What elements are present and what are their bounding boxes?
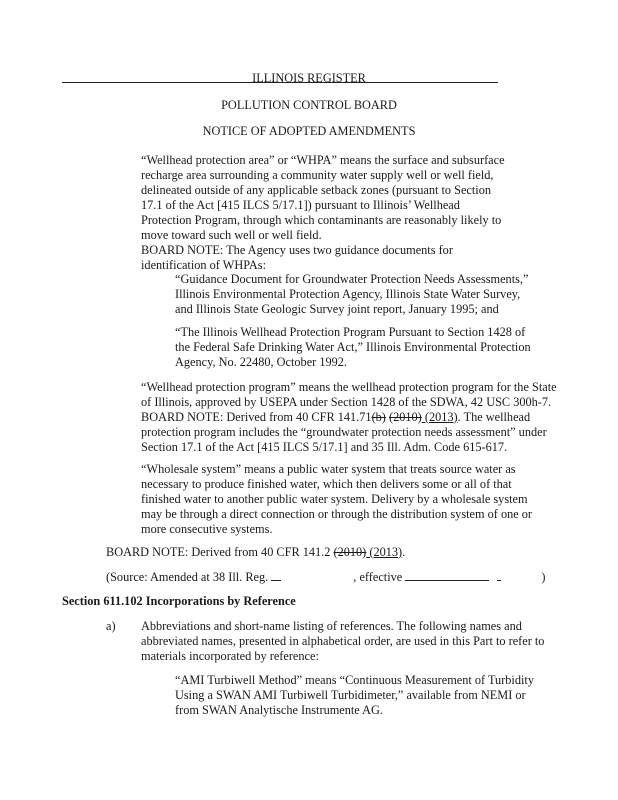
whpa-line-2: recharge area surrounding a community water supply well or well field, (141, 168, 494, 182)
wholesale-line-3: finished water to another public water system. Delivery by a wholesale system (141, 492, 528, 506)
header-rule (62, 82, 498, 83)
item-a-label: a) (106, 619, 116, 633)
wholesale-line-4: may be through a direct connection or through the distribution system of one or (141, 507, 533, 521)
whpa-line-1: “Wellhead protection area” or “WHPA” means the surface and subsurface (141, 153, 505, 167)
whpa-line-5: Protection Program, through which contaminants are reasonably likely to (141, 213, 502, 227)
board-title: POLLUTION CONTROL BOARD (221, 98, 397, 112)
source-note: (Source: Amended at 38 Ill. Reg. , effective ) (106, 570, 546, 584)
whpa-line-3: delineated outside of any applicable setback zones (pursuant to Section (141, 183, 492, 197)
item-a-line-3: materials incorporated by reference: (141, 649, 319, 663)
whpa-line-6: move toward such well or well field. (141, 228, 322, 242)
item-a-line-1: Abbreviations and short-name listing of references. The following names and (141, 619, 522, 633)
deleted-year: (2010) (333, 545, 367, 559)
whpa-line-4: 17.1 of the Act [415 ILCS 5/17.1]) pursuant to Illinois’ Wellhead (141, 198, 460, 212)
whpp-line-2: of Illinois, approved by USEPA under Section 1428 of the SDWA, 42 USC 300h-7. (141, 395, 552, 409)
effective-blank (405, 569, 489, 581)
whpp-note-prefix: BOARD NOTE: Derived from 40 CFR 141.71 (141, 410, 372, 424)
wholesale-line-1: “Wholesale system” means a public water system that treats source water as (141, 462, 516, 476)
board-note: BOARD NOTE: Derived from 40 CFR 141.2 (2010) (2013). (106, 545, 406, 559)
ami-line-1: “AMI Turbiwell Method” means “Continuous Measurement of Turbidity (175, 673, 534, 687)
guidance2-line-1: “The Illinois Wellhead Protection Program Pursuant to Section 1428 of (175, 325, 526, 339)
wholesale-line-5: more consecutive systems. (141, 522, 273, 536)
notice-title: NOTICE OF ADOPTED AMENDMENTS (202, 124, 416, 138)
whpp-line-4: protection program includes the “groundwater protection needs assessment” under (141, 425, 547, 439)
section-heading: Section 611.102 Incorporations by Reference (62, 594, 296, 608)
guidance1-line-3: and Illinois State Geologic Survey joint report, January 1995; and (175, 302, 499, 316)
deleted-year: (2010) (388, 410, 422, 424)
guidance2-line-2: the Federal Safe Drinking Water Act,” Illinois Environmental Protection (175, 340, 531, 354)
whpp-line-5: Section 17.1 of the Act [415 ILCS 5/17.1] and 35 Ill. Adm. Code 615-617. (141, 440, 508, 454)
guidance1-line-2: Illinois Environmental Protection Agency, Illinois State Water Survey, (175, 287, 521, 301)
whpa-line-7: BOARD NOTE: The Agency uses two guidance documents for (141, 243, 453, 257)
whpp-line-1: “Wellhead protection program” means the wellhead protection program for the State (141, 380, 557, 394)
item-a-line-2: abbreviated names, presented in alphabetical order, are used in this Part to refer to (141, 634, 545, 648)
added-year: (2013) (421, 410, 458, 424)
guidance2-line-3: Agency, No. 22480, October 1992. (175, 355, 348, 369)
guidance1-line-1: “Guidance Document for Groundwater Protection Needs Assessments,” (175, 272, 529, 286)
added-year: (2013) (366, 545, 403, 559)
ami-line-3: from SWAN Analytische Instrumente AG. (175, 703, 383, 717)
ami-line-2: Using a SWAN AMI Turbiwell Turbidimeter,” available from NEMI or (175, 688, 526, 702)
whpa-line-8: identification of WHPAs: (141, 258, 267, 272)
deleted-text: (b) (371, 410, 386, 424)
whpp-line-3: BOARD NOTE: Derived from 40 CFR 141.71(b) (2010) (2013). The wellhead (141, 410, 531, 424)
register-title: ILLINOIS REGISTER (252, 71, 366, 85)
wholesale-line-2: necessary to produce finished water, which then delivers some or all of that (141, 477, 512, 491)
reg-blank (271, 569, 281, 581)
